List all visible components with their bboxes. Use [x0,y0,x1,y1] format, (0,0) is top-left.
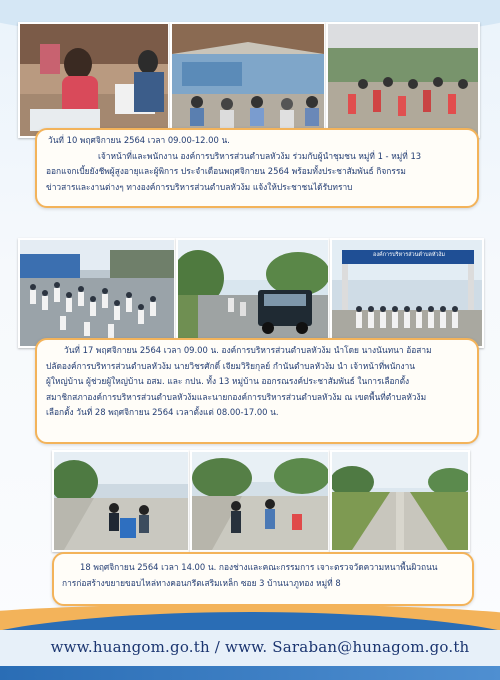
caption-campaign-line1: วันที่ 17 พฤศจิกายน 2564 เวลา 09.00 น. องค์การบริหารส่วนตำบลหัวง้ม นำโดย นางนันทนา อ้อสาม [64,345,432,355]
caption-allowance-line4: ข่าวสารและงานต่างๆ ทางองค์การบริหารส่วนตำบลหัวง้ม แจ้งให้ประชาชนได้รับทราบ [46,181,353,192]
footer-blue-strip [0,666,500,680]
photo-campaign-truck [176,238,330,348]
caption-allowance [46,133,470,195]
photo-allowance-distribution-2 [170,22,326,138]
caption-road-inspection [62,560,466,591]
caption-allowance-line2: เจ้าหน้าที่และพนักงาน องค์การบริหารส่วนตำบลหัวง้ม ร่วมกับผู้นำชุมชน หมู่ที่ 1 - หมู่ที่ 13 [98,150,422,161]
caption-campaign [46,343,470,421]
caption-road-line2: การก่อสร้างขยายขอบไหล่ทางคอนกรีตเสริมเหล็ก ซอย 3 บ้านนาภูทอง หมู่ที่ 8 [62,577,341,588]
caption-campaign-line4: สมาชิกสภาองค์การบริหารส่วนตำบลหัวง้มและนายกองค์การบริหารส่วนตำบลหัวง้ม ณ เขตพื้นที่ตำบลหัวง้ม [46,391,427,402]
caption-campaign-line3: ผู้ใหญ่บ้าน ผู้ช่วยผู้ใหญ่บ้าน อสม. และ กปน. ทั้ง 13 หมู่บ้าน ออกรณรงค์ประชาสัมพันธ์ ในการเลือกตั้ง [46,376,410,387]
photo-road-inspection-1 [52,450,190,552]
photo-allowance-distribution-3 [326,22,480,138]
photo-road-inspection-3 [330,450,470,552]
caption-campaign-line5: เลือกตั้ง วันที่ 28 พฤศจิกายน 2564 เวลาตั้งแต่ 08.00-17.00 น. [46,407,279,418]
photo-allowance-distribution-1 [18,22,170,138]
office-sign-text: องค์การบริหารส่วนตำบลหัวง้ม [373,252,445,258]
caption-allowance-date: วันที่ 10 พฤศจิกายน 2564 เวลา 09.00-12.00 น. [48,135,230,145]
caption-campaign-line2: ปลัดองค์การบริหารส่วนตำบลหัวง้ม นายวิชรศักดิ์ เจียมวิริยกุลย์ กำนันตำบลหัวง้ม นำ เจ้าหน้าที่พนักงาน [46,360,416,371]
photo-campaign-march [18,238,176,348]
caption-road-line1: 18 พฤศจิกายน 2564 เวลา 14.00 น. กองช่างและคณะกรรมการ เจาะตรวจวัดความหนาพื้นผิวถนน [80,562,438,572]
footer-website-link[interactable]: www.huangom.go.th / www. Saraban@hunagom.go.th [50,638,470,656]
photo-road-inspection-2 [190,450,330,552]
caption-allowance-line3: ออกแจกเบี้ยยังชีพผู้สูงอายุและผู้พิการ ประจำเดือนพฤศจิกายน 2564 พร้อมทั้งประชาสัมพันธ์ กิจกรรม [46,166,406,177]
photo-campaign-office-gate [330,238,484,348]
